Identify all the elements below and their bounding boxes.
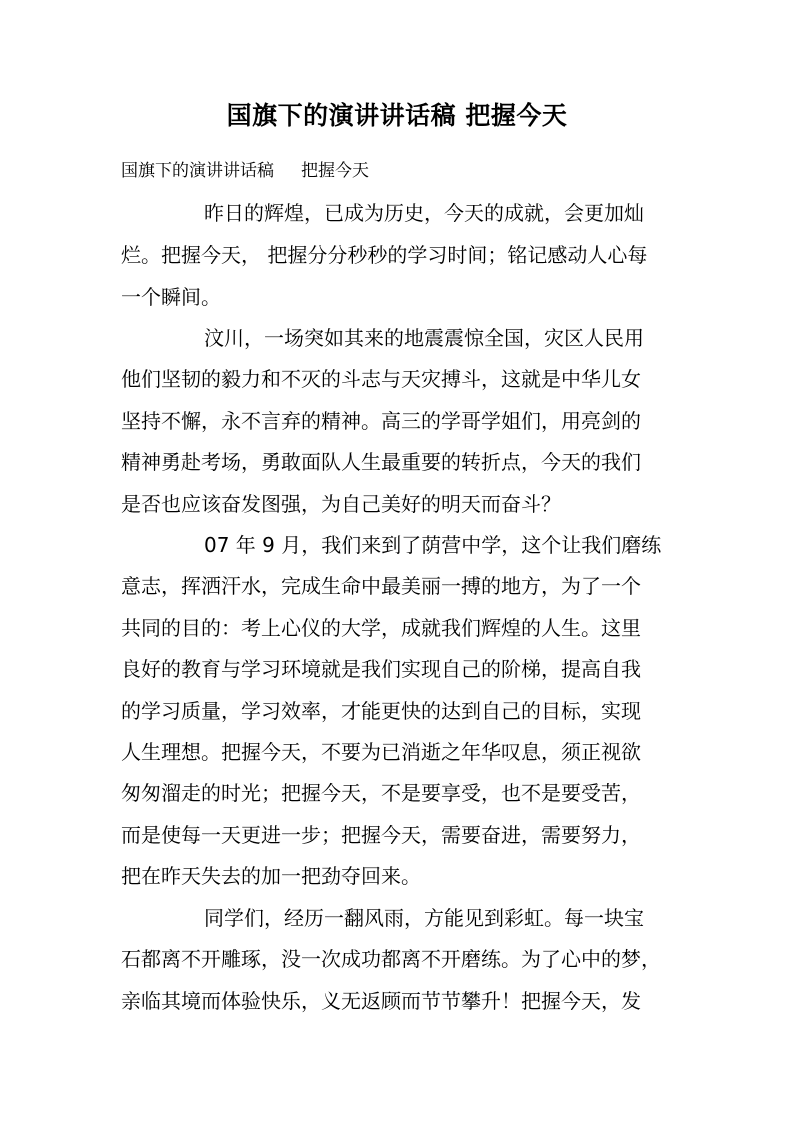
- paragraph-2-line-4: 精神勇赴考场，勇敢面队人生最重要的转折点，今天的我们: [121, 450, 641, 474]
- paragraph-1-line-1: 昨日的辉煌，已成为历史，今天的成就，会更加灿: [204, 201, 644, 225]
- paragraph-3-line-9: 把在昨天失去的加一把劲夺回来。: [121, 864, 421, 888]
- paragraph-2-line-3: 坚持不懈，永不言弃的精神。高三的学哥学姐们，用亮剑的: [121, 409, 641, 433]
- paragraph-3-line-2: 意志，挥洒汗水，完成生命中最美丽一搏的地方，为了一个: [121, 574, 641, 598]
- paragraph-2-line-1: 汶川，一场突如其来的地震震惊全国，灾区人民用: [204, 326, 644, 350]
- paragraph-3-line-5: 的学习质量，学习效率，才能更快的达到自己的目标，实现: [121, 699, 641, 723]
- document-subtitle: 国旗下的演讲讲话稿 把握今天: [121, 161, 370, 181]
- paragraph-3-line-6: 人生理想。把握今天，不要为已消逝之年华叹息，须正视欲: [121, 740, 641, 764]
- paragraph-3-line-1: 07 年 9 月，我们来到了荫营中学，这个让我们磨练: [204, 533, 662, 557]
- paragraph-3-line-3: 共同的目的：考上心仪的大学，成就我们辉煌的人生。这里: [121, 616, 641, 640]
- paragraph-4-line-2: 石都离不开雕琢，没一次成功都离不开磨练。为了心中的梦，: [121, 947, 661, 971]
- paragraph-2-line-5: 是否也应该奋发图强，为自己美好的明天而奋斗？: [121, 492, 561, 516]
- paragraph-3-line-4: 良好的教育与学习环境就是我们实现自己的阶梯，提高自我: [121, 657, 641, 681]
- paragraph-4-line-3: 亲临其境而体验快乐，义无返顾而节节攀升！把握今天，发: [121, 989, 641, 1013]
- document-title: 国旗下的演讲讲话稿 把握今天: [226, 101, 568, 130]
- paragraph-2-line-2: 他们坚韧的毅力和不灭的斗志与天灾搏斗，这就是中华儿女: [121, 367, 641, 391]
- paragraph-3-line-7: 匆匆溜走的时光；把握今天，不是要享受，也不是要受苦，: [121, 781, 641, 805]
- paragraph-4-line-1: 同学们，经历一翻风雨，方能见到彩虹。每一块宝: [204, 906, 644, 930]
- paragraph-1-line-2: 烂。把握今天， 把握分分秒秒的学习时间；铭记感动人心每: [121, 243, 648, 267]
- paragraph-1-line-3: 一个瞬间。: [121, 285, 221, 309]
- paragraph-3-line-8: 而是使每一天更进一步；把握今天，需要奋进，需要努力，: [121, 823, 641, 847]
